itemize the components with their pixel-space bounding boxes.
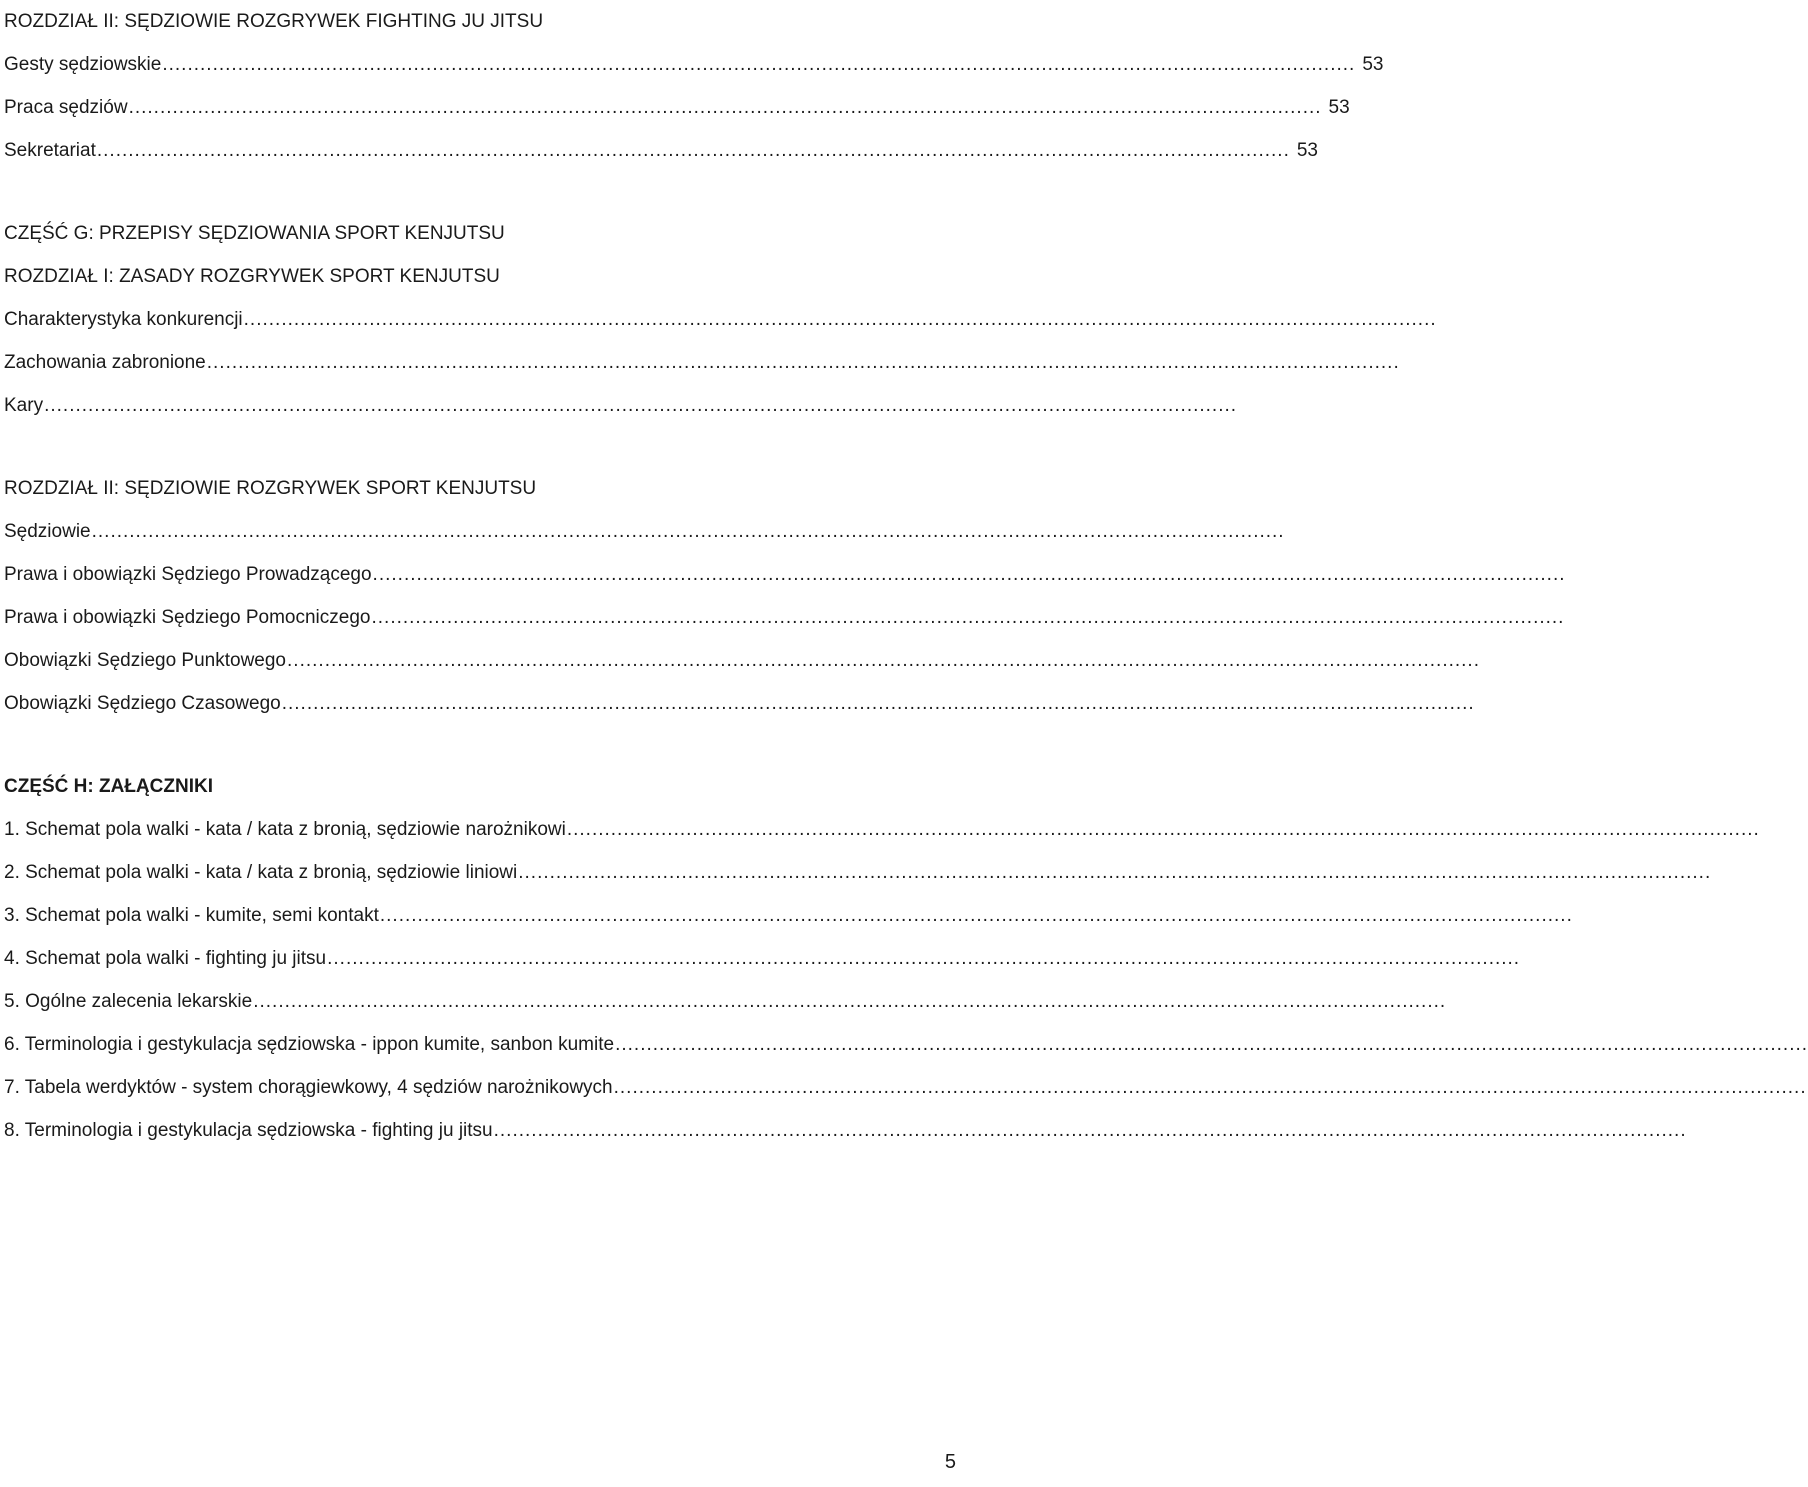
toc-heading-text: ROZDZIAŁ II: SĘDZIOWIE ROZGRYWEK SPORT KENJUTSU bbox=[4, 478, 537, 499]
dot-leader: .............................................................................................................................................................................................. bbox=[243, 309, 1437, 330]
toc-entry-title: Sekretariat bbox=[4, 140, 96, 161]
dot-leader: .............................................................................................................................................................................................. bbox=[615, 1034, 1808, 1055]
toc-section-attachments bbox=[4, 765, 1808, 1152]
dot-leader: .............................................................................................................................................................................................. bbox=[91, 521, 1285, 542]
toc-subheading-text: ROZDZIAŁ I: ZASADY ROZGRYWEK SPORT KENJUTSU bbox=[4, 266, 500, 287]
toc-heading-text: CZĘŚĆ H: ZAŁĄCZNIKI bbox=[4, 776, 213, 797]
dot-leader: .............................................................................................................................................................................................. bbox=[493, 1120, 1687, 1141]
toc-entry[interactable] bbox=[4, 1023, 1808, 1066]
toc-entry-title: Prawa i obowiązki Sędziego Pomocniczego bbox=[4, 607, 371, 628]
dot-leader: .............................................................................................................................................................................................. bbox=[379, 905, 1573, 926]
toc-entry[interactable] bbox=[4, 510, 1285, 553]
toc-entry[interactable] bbox=[4, 894, 1573, 937]
dot-leader: .............................................................................................................................................................................................. bbox=[613, 1077, 1807, 1098]
toc-heading[interactable] bbox=[4, 765, 961, 808]
toc-entry-page: 53 bbox=[1362, 54, 1384, 75]
dot-leader: .............................................................................................................................................................................................. bbox=[287, 650, 1480, 671]
dot-leader: .............................................................................................................................................................................................. bbox=[206, 352, 1400, 373]
toc-entry[interactable] bbox=[4, 980, 1447, 1023]
toc-heading-text: ROZDZIAŁ II: SĘDZIOWIE ROZGRYWEK FIGHTING JU JITSU bbox=[4, 11, 544, 32]
toc-entry-title: 6. Terminologia i gestykulacja sędziowska - ippon kumite, sanbon kumite bbox=[4, 1034, 615, 1055]
dot-leader: .............................................................................................................................................................................................. bbox=[162, 54, 1356, 75]
toc-entry-title: 3. Schemat pola walki - kumite, semi kontakt bbox=[4, 905, 379, 926]
toc-entry[interactable] bbox=[4, 1066, 1807, 1109]
toc-entry[interactable] bbox=[4, 639, 1480, 682]
dot-leader: .............................................................................................................................................................................................. bbox=[518, 862, 1712, 883]
toc-entry[interactable] bbox=[4, 808, 1760, 851]
dot-leader: .............................................................................................................................................................................................. bbox=[372, 564, 1566, 585]
dot-leader: .............................................................................................................................................................................................. bbox=[281, 693, 1475, 714]
toc-heading[interactable] bbox=[4, 467, 961, 510]
toc-entry[interactable] bbox=[4, 43, 1384, 86]
toc-entry-title: Zachowania zabronione bbox=[4, 352, 206, 373]
toc-entry-title: Prawa i obowiązki Sędziego Prowadzącego bbox=[4, 564, 372, 585]
toc-entry-title: 5. Ogólne zalecenia lekarskie bbox=[4, 991, 253, 1012]
toc-entry-title: 8. Terminologia i gestykulacja sędziowska - fighting ju jitsu bbox=[4, 1120, 493, 1141]
toc-entry-page: 53 bbox=[1328, 97, 1350, 118]
toc-entry[interactable] bbox=[4, 129, 1318, 172]
toc-entry-title: 4. Schemat pola walki - fighting ju jitsu bbox=[4, 948, 327, 969]
toc-section-judges-kenjutsu bbox=[4, 467, 1566, 725]
dot-leader: .............................................................................................................................................................................................. bbox=[44, 395, 1238, 416]
toc-entry[interactable] bbox=[4, 1109, 1687, 1152]
table-of-contents bbox=[4, 0, 1808, 1152]
toc-entry-title: 1. Schemat pola walki - kata / kata z bronią, sędziowie narożnikowi bbox=[4, 819, 566, 840]
toc-subheading[interactable] bbox=[4, 255, 961, 298]
toc-entry-title: Praca sędziów bbox=[4, 97, 128, 118]
toc-entry[interactable] bbox=[4, 384, 1238, 427]
toc-heading[interactable] bbox=[4, 0, 961, 43]
toc-heading[interactable] bbox=[4, 212, 961, 255]
toc-entry[interactable] bbox=[4, 682, 1475, 725]
page-number: 5 bbox=[944, 1451, 956, 1473]
toc-entry-title: Gesty sędziowskie bbox=[4, 54, 162, 75]
toc-entry-title: 7. Tabela werdyktów - system chorągiewkowy, 4 sędziów narożnikowych bbox=[4, 1077, 613, 1098]
toc-entry-title: 2. Schemat pola walki - kata / kata z bronią, sędziowie liniowi bbox=[4, 862, 518, 883]
toc-section-judges-fighting bbox=[4, 0, 1384, 172]
dot-leader: .............................................................................................................................................................................................. bbox=[327, 948, 1521, 969]
toc-entry-title: Obowiązki Sędziego Punktowego bbox=[4, 650, 287, 671]
toc-entry[interactable] bbox=[4, 298, 1437, 341]
toc-entry[interactable] bbox=[4, 851, 1712, 894]
toc-entry-page: 53 bbox=[1296, 140, 1318, 161]
dot-leader: .............................................................................................................................................................................................. bbox=[128, 97, 1322, 118]
toc-entry[interactable] bbox=[4, 341, 1400, 384]
toc-heading-text: CZĘŚĆ G: PRZEPISY SĘDZIOWANIA SPORT KENJUTSU bbox=[4, 223, 505, 244]
dot-leader: .............................................................................................................................................................................................. bbox=[96, 140, 1290, 161]
toc-entry[interactable] bbox=[4, 596, 1565, 639]
toc-entry[interactable] bbox=[4, 553, 1566, 596]
toc-entry[interactable] bbox=[4, 86, 1350, 129]
toc-entry-title: Charakterystyka konkurencji bbox=[4, 309, 243, 330]
toc-entry-title: Sędziowie bbox=[4, 521, 91, 542]
dot-leader: .............................................................................................................................................................................................. bbox=[253, 991, 1447, 1012]
toc-section-kenjutsu-rules bbox=[4, 212, 1437, 427]
toc-entry-title: Kary bbox=[4, 395, 44, 416]
toc-entry[interactable] bbox=[4, 937, 1521, 980]
dot-leader: .............................................................................................................................................................................................. bbox=[566, 819, 1760, 840]
toc-entry-title: Obowiązki Sędziego Czasowego bbox=[4, 693, 281, 714]
dot-leader: .............................................................................................................................................................................................. bbox=[371, 607, 1565, 628]
